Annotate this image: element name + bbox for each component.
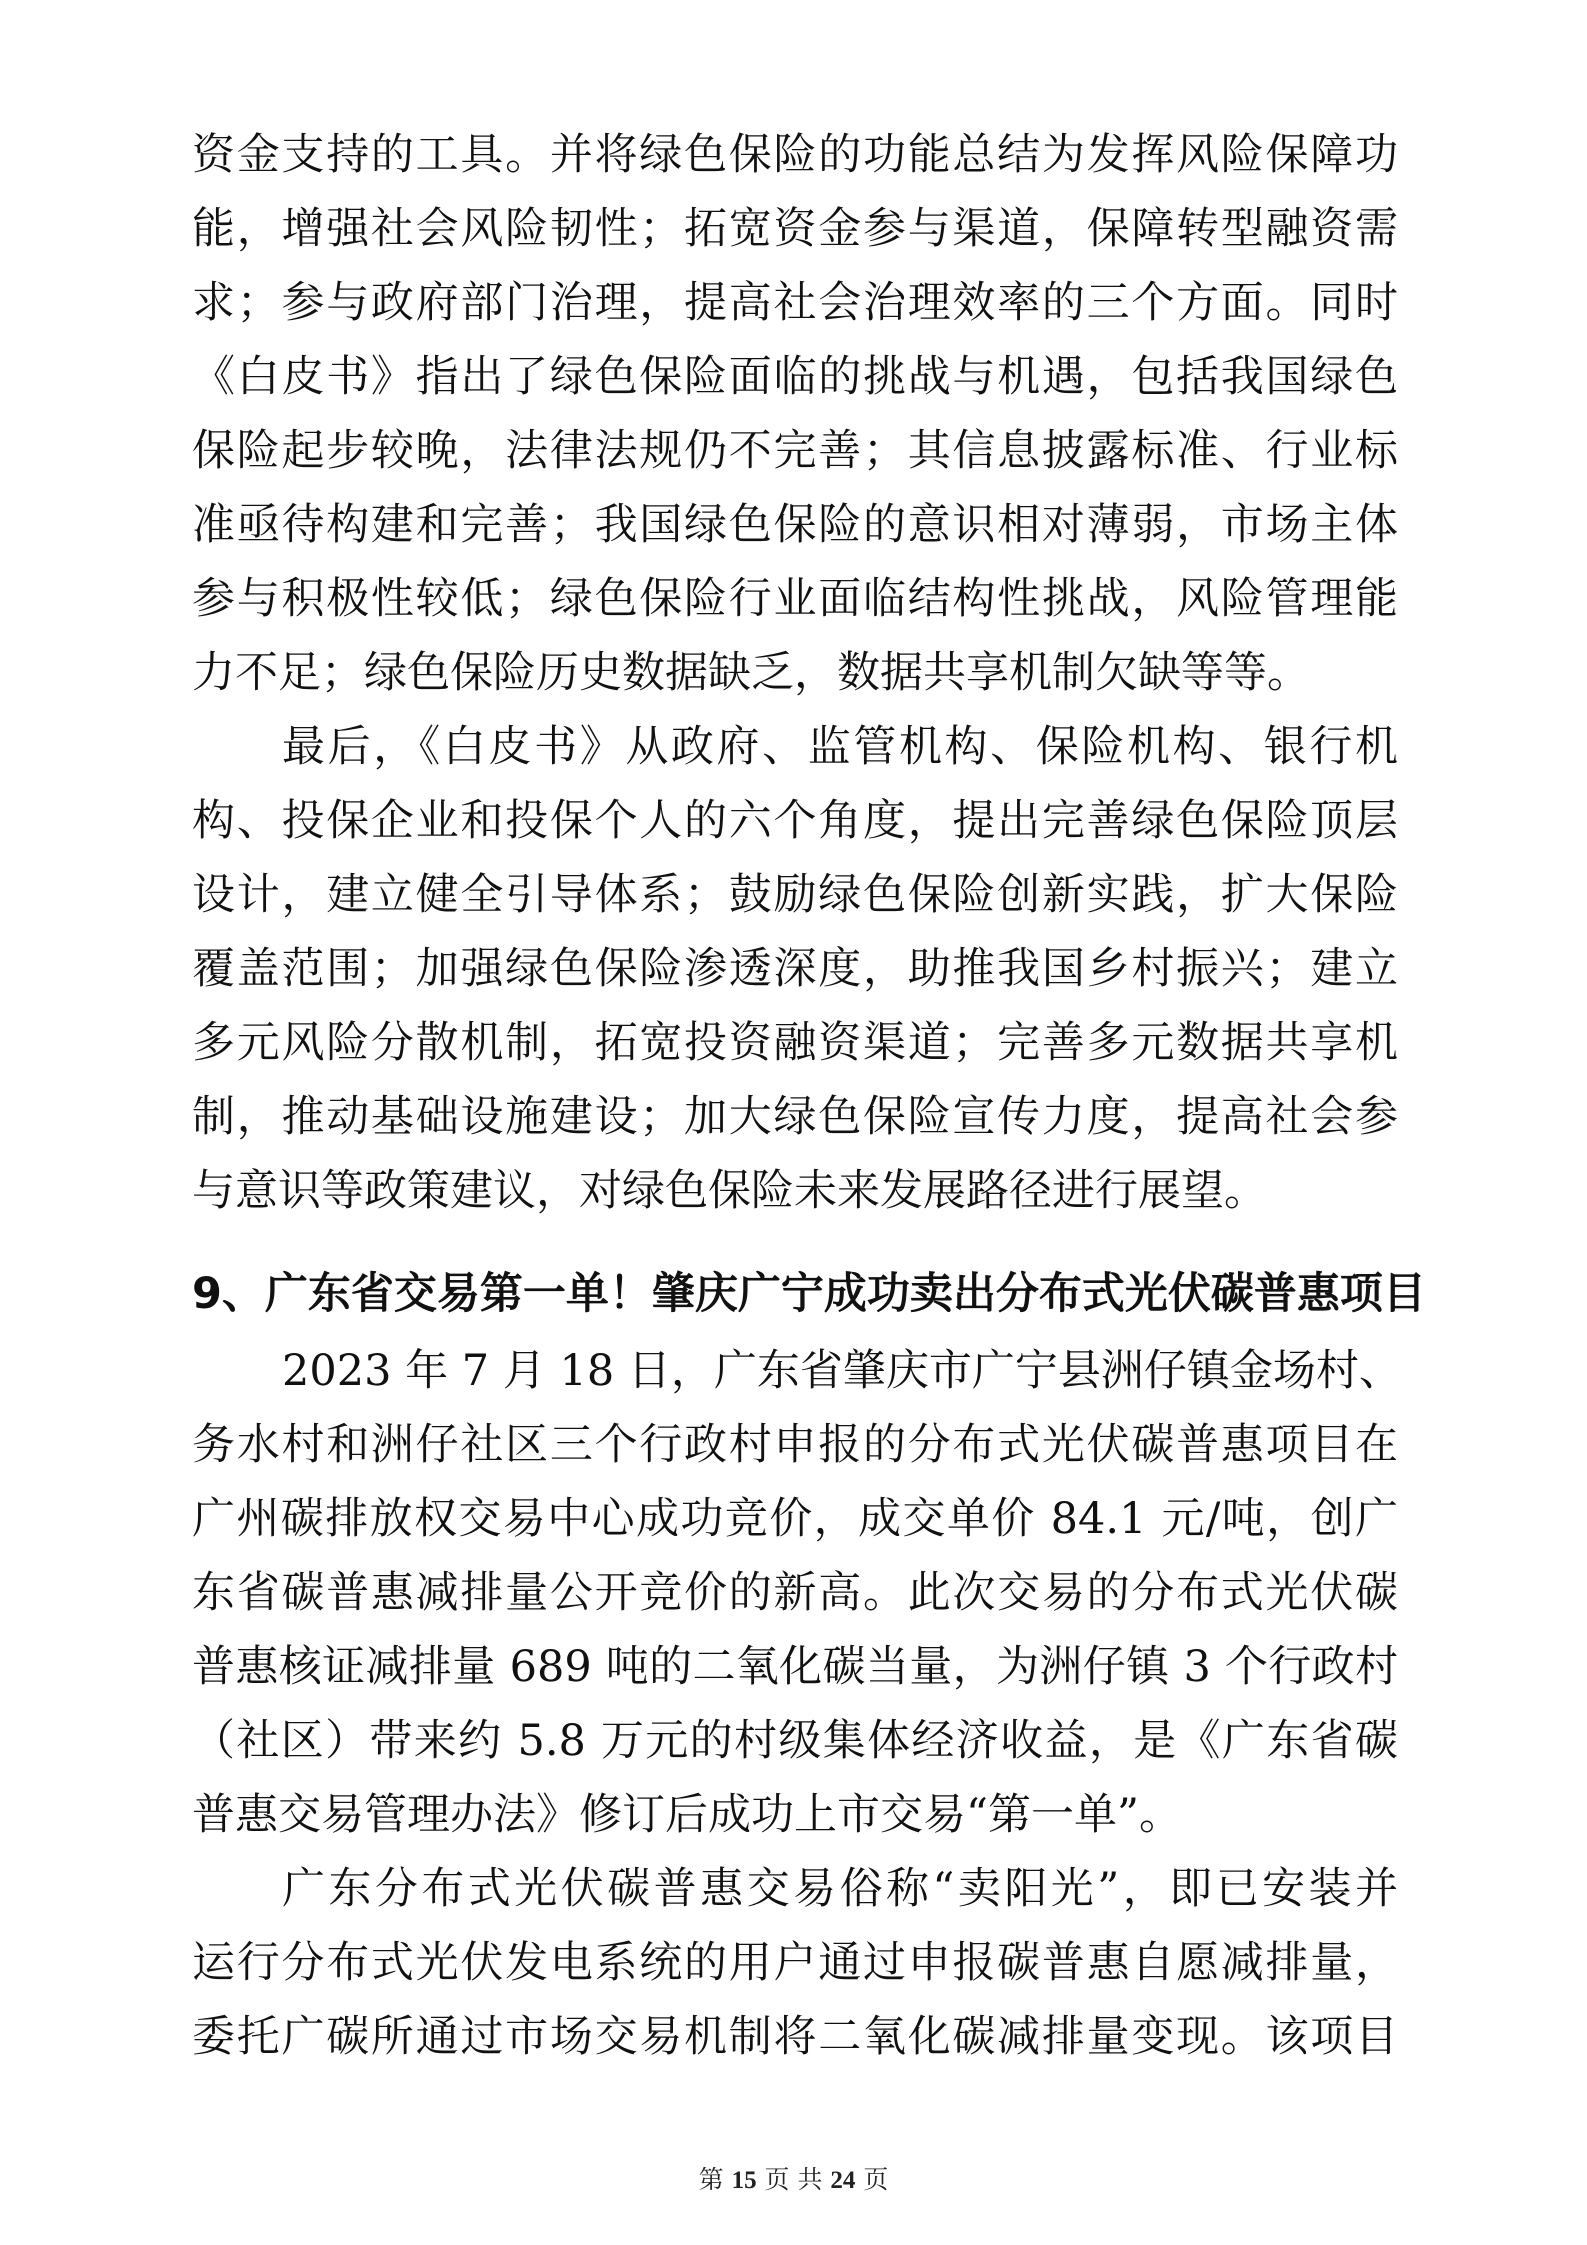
document-body [192,118,1426,2074]
text-line: 保险起步较晚，法律法规仍不完善；其信息披露标准、行业标 [192,426,1398,476]
text-line: 资金支持的工具。并将绿色保险的功能总结为发挥风险保障功 [192,130,1398,180]
section-heading: 9、广东省交易第一单！肇庆广宁成功卖出分布式光伏碳普惠项目 [192,1269,1426,1319]
text-line: 能，增强社会风险韧性；拓宽资金参与渠道，保障转型融资需 [192,204,1398,254]
text-line: 东省碳普惠减排量公开竞价的新高。此次交易的分布式光伏碳 [192,1568,1398,1618]
total-pages: 24 [830,2167,856,2194]
text-line: 《白皮书》指出了绿色保险面临的挑战与机遇，包括我国绿色 [192,352,1398,402]
paragraph-3 [192,1334,1402,1852]
text-line: 务水村和洲仔社区三个行政村申报的分布式光伏碳普惠项目在 [192,1420,1398,1470]
text-line: 普惠核证减排量 689 吨的二氧化碳当量，为洲仔镇 3 个行政村 [192,1642,1398,1692]
text-line: （社区）带来约 5.8 万元的村级集体经济收益，是《广东省碳 [192,1716,1398,1766]
text-line: 与意识等政策建议，对绿色保险未来发展路径进行展望。 [192,1166,1267,1216]
text-line: 委托广碳所通过市场交易机制将二氧化碳减排量变现。该项目 [192,2012,1398,2062]
paragraph-4 [192,1852,1398,2074]
footer-suffix: 页 [863,2165,889,2194]
text-line: 广州碳排放权交易中心成功竞价，成交单价 84.1 元/吨，创广 [192,1494,1398,1544]
text-line: 运行分布式光伏发电系统的用户通过申报碳普惠自愿减排量， [192,1938,1398,1988]
text-line: 参与积极性较低；绿色保险行业面临结构性挑战，风险管理能 [192,574,1398,624]
text-line: 最后，《白皮书》从政府、监管机构、保险机构、银行机 [282,722,1398,772]
page-footer [0,2160,1587,2196]
paragraph-1 [192,118,1398,710]
text-line: 覆盖范围；加强绿色保险渗透深度，助推我国乡村振兴；建立 [192,944,1398,994]
footer-prefix: 第 [698,2165,724,2194]
text-line: 力不足；绿色保险历史数据缺乏，数据共享机制欠缺等等。 [192,648,1310,698]
text-line: 普惠交易管理办法》修订后成功上市交易“第一单”。 [192,1790,1182,1840]
text-line: 设计，建立健全引导体系；鼓励绿色保险创新实践，扩大保险 [192,870,1398,920]
footer-middle: 页 共 [764,2165,823,2194]
text-line: 制，推动基础设施建设；加大绿色保险宣传力度，提高社会参 [192,1092,1398,1142]
text-line: 构、投保企业和投保个人的六个角度，提出完善绿色保险顶层 [192,796,1398,846]
text-line: 广东分布式光伏碳普惠交易俗称“卖阳光”，即已安装并 [282,1864,1398,1914]
text-line: 求；参与政府部门治理，提高社会治理效率的三个方面。同时 [192,278,1398,328]
paragraph-2 [192,710,1398,1228]
text-line: 多元风险分散机制，拓宽投资融资渠道；完善多元数据共享机 [192,1018,1398,1068]
page-number: 15 [731,2167,757,2194]
text-line: 2023 年 7 月 18 日，广东省肇庆市广宁县洲仔镇金场村、 [282,1346,1402,1396]
text-line: 准亟待构建和完善；我国绿色保险的意识相对薄弱，市场主体 [192,500,1398,550]
